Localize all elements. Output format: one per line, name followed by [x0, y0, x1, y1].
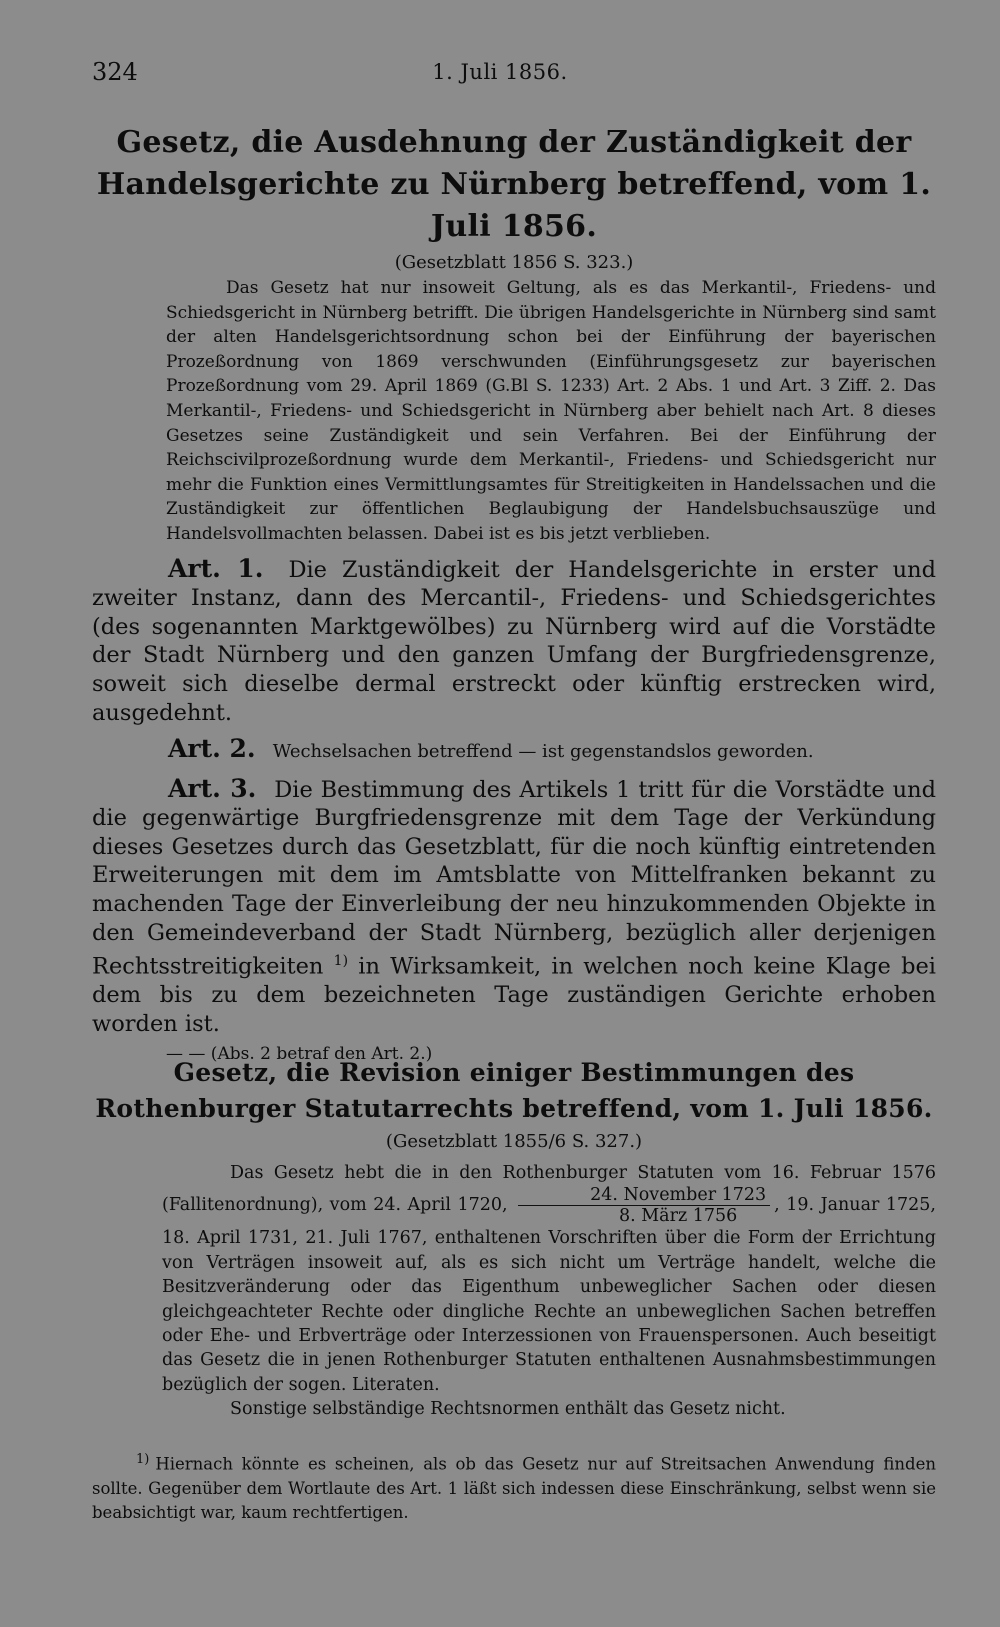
date-fraction — [518, 1185, 770, 1226]
footnote — [92, 1448, 936, 1525]
fraction-numerator: 24. November 1723 — [518, 1185, 770, 1206]
article-3-label: Art. 3. — [168, 773, 257, 803]
law-source: (Gesetzblatt 1856 S. 323.) — [394, 252, 634, 273]
law-paragraph — [92, 1161, 936, 1397]
fraction-denominator: 8. März 1756 — [618, 1206, 738, 1227]
omission-note: — — (Abs. 2 betraf den Art. 2.) — [166, 1043, 433, 1064]
page-header — [92, 58, 908, 92]
law-title: Gesetz, die Ausdehnung der Zuständigkeit der Handelsgerichte zu Nürnberg betreffend, vom 1. Juli 1856. — [96, 125, 932, 244]
law-section-rothenburg — [92, 1055, 936, 1422]
footnote-reference[interactable]: 1) — [333, 953, 349, 970]
running-date: 1. Juli 1856. — [432, 60, 568, 84]
article-1 — [92, 555, 936, 728]
article-1-label: Art. 1. — [168, 553, 264, 583]
footnote-mark: 1) — [136, 1452, 150, 1467]
law-section-nuernberg — [92, 122, 936, 1067]
footnote-text: Hiernach könnte es scheinen, als ob das Gesetz nur auf Streitsachen Anwendung finden sollte. Gegenüber dem Wortlaute des Art. 1 läßt sich indessen diese Einschränkung, selbst wenn sie beabsichtigt war, kaum rechtfertigen. — [92, 1454, 936, 1522]
law-source: (Gesetzblatt 1855/6 S. 327.) — [385, 1131, 643, 1152]
editorial-note: Das Gesetz hat nur insoweit Geltung, als es das Merkantil-, Friedens- und Schiedsgericht in Nürnberg betrifft. Die übrigen Handelsgerichte in Nürnberg sind samt der alten Handelsgerichtsordnung schon bei der Einführung der bayerischen Prozeßordnung von 1869 verschwunden (Einführungsgesetz zur bayerischen Prozeßordnung vom 29. April 1869 (G.Bl S. 1233) Art. 2 Abs. 1 und Art. 3 Ziff. 2. Das Merkantil-, Friedens- und Schiedsgericht in Nürnberg aber behielt nach Art. 8 dieses Gesetzes seine Zuständigkeit und sein Verfahren. Bei der Einführung der Reichscivilprozeßordnung wurde dem Merkantil-, Friedens- und Schiedsgericht nur mehr die Funktion eines Vermittlungsamtes für Streitigkeiten in Handelssachen und die Zuständigkeit zur öffentlichen Beglaubigung der Handelsbuchsauszüge und Handelsvollmachten belassen. Dabei ist es bis jetzt verblieben. — [166, 278, 936, 544]
article-1-text: Die Zuständigkeit der Handelsgerichte in erster und zweiter Instanz, dann des Mercantil-, Friedens- und Schiedsgerichtes (des sogenannten Marktgewölbes) zu Nürnberg wird auf die Vorstädte der Stadt Nürnberg und den ganzen Umfang der Burgfriedensgrenze, soweit sich dieselbe dermal erstreckt oder künftig erstrecken wird, ausgedehnt. — [92, 556, 937, 726]
law-paragraph-text-b: , 19. Januar 1725, 18. April 1731, 21. Juli 1767, enthaltenen Vorschriften über die Form der Errichtung von Verträgen insoweit auf, als es sich nicht um Verträge handelt, welche die Besitzveränderung oder das Eigenthum unbeweglicher Sachen oder diesen gleichgeachteter Rechte oder dingliche Rechte an unbeweglichen Sachen betreffen oder Ehe- und Erbverträge oder Interzessionen von Frauenspersonen. Auch beseitigt das Gesetz die in jenen Rothenburger Statuten enthaltenen Ausnahmsbestimmungen bezüglich der sogen. Literaten. — [162, 1195, 936, 1395]
article-3-text: Die Bestimmung des Artikels 1 tritt für die Vorstädte und die gegenwärtige Burgfriedensgrenze mit dem Tage der Verkündung dieses Gesetzes durch das Gesetzblatt, für die noch künftig eintretenden Erweiterungen mit dem im Amtsblatte von Mittelfranken bekannt zu machenden Tage der Einverleibung der neu hinzukommenden Objekte in den Gemeindeverband der Stadt Nürnberg, bezüglich aller derjenigen Rechtsstreitigkeiten — [92, 776, 936, 980]
article-2 — [92, 735, 936, 767]
law-title: Gesetz, die Revision einiger Bestimmungen des Rothenburger Statutarrechts betreffend, vom 1. Juli 1856. — [95, 1058, 933, 1123]
law-paragraph-2: Sonstige selbständige Rechtsnormen enthält das Gesetz nicht. — [230, 1399, 786, 1420]
page-number: 324 — [92, 58, 138, 86]
article-3 — [92, 775, 936, 1039]
article-2-label: Art. 2. — [168, 734, 256, 764]
law-paragraph-text-a: Das Gesetz hebt die in den Rothenburger Statuten vom 16. Februar 1576 (Fallitenordnung), vom 24. April 1720, — [162, 1163, 936, 1216]
article-2-text: Wechselsachen betreffend — ist gegenstandslos geworden. — [272, 741, 814, 763]
article-3-text-end: in Wirksamkeit, in welchen noch keine Klage bei dem bis zu dem bezeichneten Tage zuständigen Gerichte erhoben worden ist. — [92, 953, 936, 1037]
